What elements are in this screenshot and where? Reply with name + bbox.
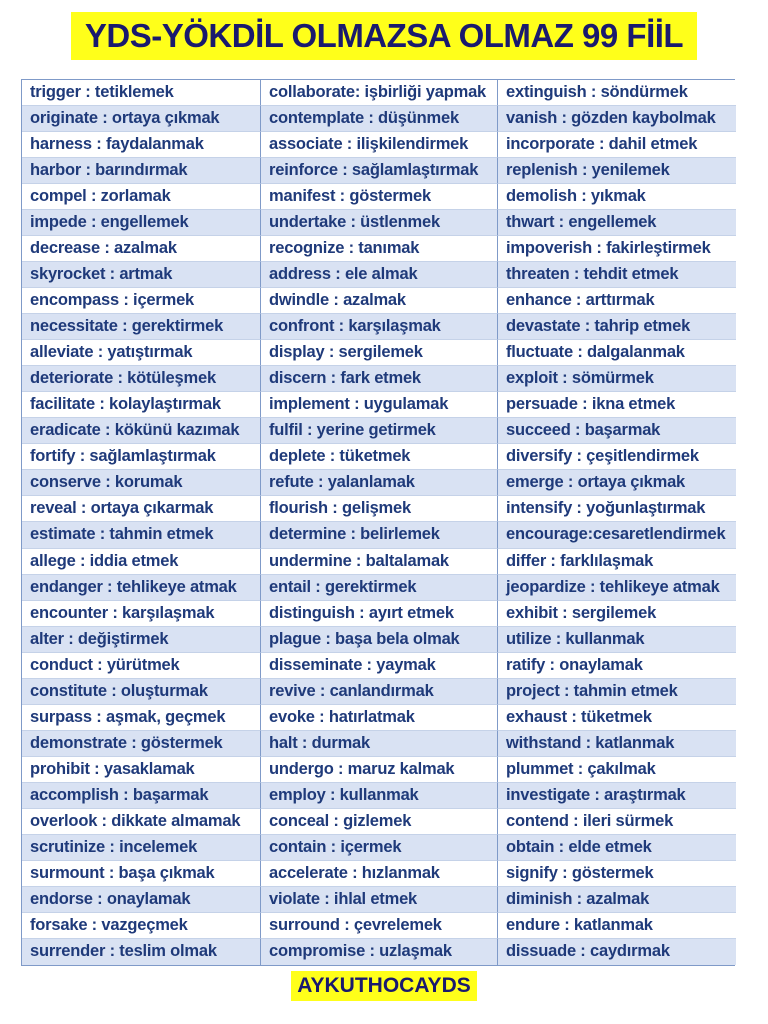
verb-cell: accomplish : başarmak	[22, 783, 261, 809]
verb-cell: evoke : hatırlatmak	[261, 705, 498, 731]
verb-cell: prohibit : yasaklamak	[22, 757, 261, 783]
verb-cell: impoverish : fakirleştirmek	[498, 236, 736, 262]
verb-cell: encompass : içermek	[22, 288, 261, 314]
verb-cell: alleviate : yatıştırmak	[22, 340, 261, 366]
footer-container	[0, 971, 768, 1001]
verb-cell: signify : göstermek	[498, 861, 736, 887]
verb-table	[21, 79, 735, 966]
verb-cell: encourage:cesaretlendirmek	[498, 522, 736, 548]
verb-cell: address : ele almak	[261, 262, 498, 288]
verb-cell: refute : yalanlamak	[261, 470, 498, 496]
verb-cell: demonstrate : göstermek	[22, 731, 261, 757]
verb-cell: necessitate : gerektirmek	[22, 314, 261, 340]
verb-cell: contain : içermek	[261, 835, 498, 861]
verb-cell: forsake : vazgeçmek	[22, 913, 261, 939]
verb-cell: exhibit : sergilemek	[498, 601, 736, 627]
verb-cell: determine : belirlemek	[261, 522, 498, 548]
verb-cell: deteriorate : kötüleşmek	[22, 366, 261, 392]
verb-cell: confront : karşılaşmak	[261, 314, 498, 340]
verb-cell: ratify : onaylamak	[498, 653, 736, 679]
verb-cell: conceal : gizlemek	[261, 809, 498, 835]
verb-cell: contemplate : düşünmek	[261, 106, 498, 132]
verb-cell: harbor : barındırmak	[22, 158, 261, 184]
verb-cell: succeed : başarmak	[498, 418, 736, 444]
verb-cell: harness : faydalanmak	[22, 132, 261, 158]
verb-cell: jeopardize : tehlikeye atmak	[498, 575, 736, 601]
verb-cell: demolish : yıkmak	[498, 184, 736, 210]
verb-cell: fulfil : yerine getirmek	[261, 418, 498, 444]
verb-cell: plummet : çakılmak	[498, 757, 736, 783]
verb-cell: revive : canlandırmak	[261, 679, 498, 705]
verb-cell: surmount : başa çıkmak	[22, 861, 261, 887]
title-container	[0, 12, 768, 60]
verb-cell: dwindle : azalmak	[261, 288, 498, 314]
verb-cell: display : sergilemek	[261, 340, 498, 366]
verb-cell: accelerate : hızlanmak	[261, 861, 498, 887]
verb-cell: discern : fark etmek	[261, 366, 498, 392]
verb-cell: surrender : teslim olmak	[22, 939, 261, 965]
verb-cell: thwart : engellemek	[498, 210, 736, 236]
verb-cell: extinguish : söndürmek	[498, 80, 736, 106]
verb-cell: undermine : baltalamak	[261, 549, 498, 575]
verb-cell: overlook : dikkate almamak	[22, 809, 261, 835]
verb-cell: flourish : gelişmek	[261, 496, 498, 522]
verb-cell: replenish : yenilemek	[498, 158, 736, 184]
verb-cell: trigger : tetiklemek	[22, 80, 261, 106]
verb-cell: exploit : sömürmek	[498, 366, 736, 392]
verb-cell: conserve : korumak	[22, 470, 261, 496]
verb-cell: entail : gerektirmek	[261, 575, 498, 601]
verb-cell: vanish : gözden kaybolmak	[498, 106, 736, 132]
verb-cell: implement : uygulamak	[261, 392, 498, 418]
verb-cell: reveal : ortaya çıkarmak	[22, 496, 261, 522]
verb-cell: dissuade : caydırmak	[498, 939, 736, 965]
verb-cell: withstand : katlanmak	[498, 731, 736, 757]
verb-cell: intensify : yoğunlaştırmak	[498, 496, 736, 522]
verb-cell: disseminate : yaymak	[261, 653, 498, 679]
verb-cell: employ : kullanmak	[261, 783, 498, 809]
verb-cell: encounter : karşılaşmak	[22, 601, 261, 627]
verb-cell: originate : ortaya çıkmak	[22, 106, 261, 132]
verb-cell: associate : ilişkilendirmek	[261, 132, 498, 158]
verb-cell: exhaust : tüketmek	[498, 705, 736, 731]
verb-cell: diversify : çeşitlendirmek	[498, 444, 736, 470]
author-footer: AYKUTHOCAYDS	[291, 971, 477, 1001]
verb-cell: emerge : ortaya çıkmak	[498, 470, 736, 496]
verb-cell: estimate : tahmin etmek	[22, 522, 261, 548]
verb-cell: undergo : maruz kalmak	[261, 757, 498, 783]
verb-cell: manifest : göstermek	[261, 184, 498, 210]
verb-cell: surround : çevrelemek	[261, 913, 498, 939]
verb-cell: undertake : üstlenmek	[261, 210, 498, 236]
verb-cell: recognize : tanımak	[261, 236, 498, 262]
verb-cell: reinforce : sağlamlaştırmak	[261, 158, 498, 184]
verb-cell: impede : engellemek	[22, 210, 261, 236]
verb-cell: conduct : yürütmek	[22, 653, 261, 679]
verb-cell: contend : ileri sürmek	[498, 809, 736, 835]
verb-cell: investigate : araştırmak	[498, 783, 736, 809]
verb-cell: utilize : kullanmak	[498, 627, 736, 653]
verb-cell: endure : katlanmak	[498, 913, 736, 939]
verb-cell: violate : ihlal etmek	[261, 887, 498, 913]
verb-cell: plague : başa bela olmak	[261, 627, 498, 653]
verb-cell: skyrocket : artmak	[22, 262, 261, 288]
verb-cell: constitute : oluşturmak	[22, 679, 261, 705]
verb-cell: surpass : aşmak, geçmek	[22, 705, 261, 731]
verb-cell: halt : durmak	[261, 731, 498, 757]
verb-cell: diminish : azalmak	[498, 887, 736, 913]
verb-cell: persuade : ikna etmek	[498, 392, 736, 418]
verb-cell: threaten : tehdit etmek	[498, 262, 736, 288]
verb-cell: compel : zorlamak	[22, 184, 261, 210]
verb-cell: endorse : onaylamak	[22, 887, 261, 913]
verb-cell: endanger : tehlikeye atmak	[22, 575, 261, 601]
verb-cell: deplete : tüketmek	[261, 444, 498, 470]
verb-cell: decrease : azalmak	[22, 236, 261, 262]
verb-cell: scrutinize : incelemek	[22, 835, 261, 861]
verb-cell: obtain : elde etmek	[498, 835, 736, 861]
verb-cell: enhance : arttırmak	[498, 288, 736, 314]
verb-cell: distinguish : ayırt etmek	[261, 601, 498, 627]
verb-cell: fortify : sağlamlaştırmak	[22, 444, 261, 470]
verb-cell: fluctuate : dalgalanmak	[498, 340, 736, 366]
verb-cell: differ : farklılaşmak	[498, 549, 736, 575]
page-title: YDS-YÖKDİL OLMAZSA OLMAZ 99 FİİL	[71, 12, 697, 60]
verb-cell: eradicate : kökünü kazımak	[22, 418, 261, 444]
verb-cell: incorporate : dahil etmek	[498, 132, 736, 158]
verb-cell: alter : değiştirmek	[22, 627, 261, 653]
verb-cell: project : tahmin etmek	[498, 679, 736, 705]
verb-cell: allege : iddia etmek	[22, 549, 261, 575]
verb-cell: compromise : uzlaşmak	[261, 939, 498, 965]
verb-cell: facilitate : kolaylaştırmak	[22, 392, 261, 418]
verb-cell: devastate : tahrip etmek	[498, 314, 736, 340]
verb-cell: collaborate: işbirliği yapmak	[261, 80, 498, 106]
